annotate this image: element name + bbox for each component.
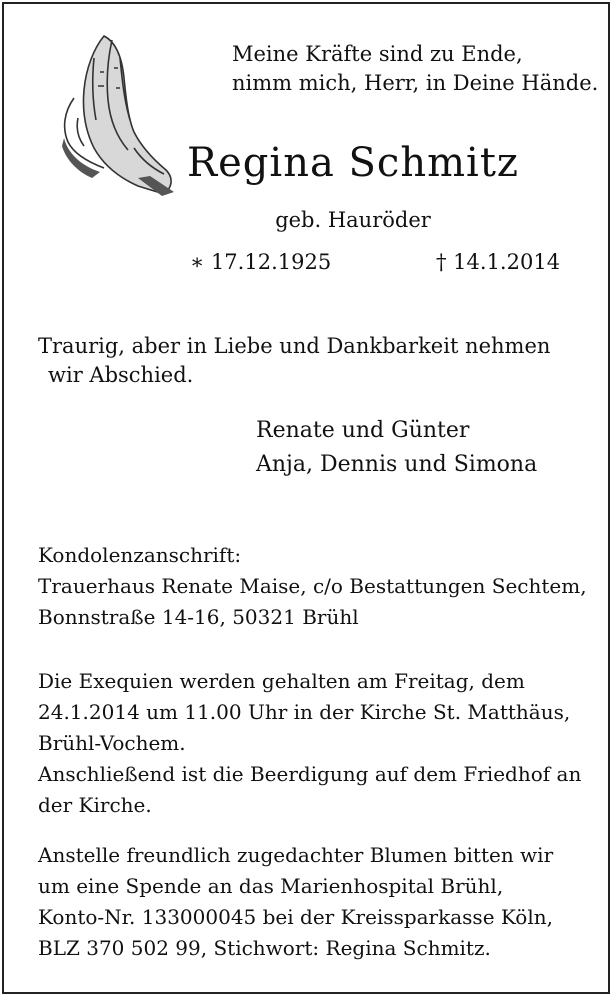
mourning-text	[38, 332, 578, 390]
mourning-line: Traurig, aber in Liebe und Dankbarkeit nehmen	[38, 334, 551, 358]
exequies-line: Brühl-Vochem.	[38, 731, 186, 755]
exequies-line: Anschließend ist die Beerdigung auf dem Friedhof an	[38, 762, 582, 786]
motto-line: nimm mich, Herr, in Deine Hände.	[232, 71, 599, 95]
condolence-line: Kondolenzanschrift:	[38, 543, 242, 567]
birth-date: ∗ 17.12.1925	[190, 250, 332, 274]
condolence-line: Trauerhaus Renate Maise, c/o Bestattungen Sechtem,	[38, 574, 587, 598]
exequies-line: 24.1.2014 um 11.00 Uhr in der Kirche St. Matthäus,	[38, 700, 571, 724]
donation-line: Anstelle freundlich zugedachter Blumen bitten wir	[38, 843, 554, 867]
donation-line: Konto-Nr. 133000045 bei der Kreissparkasse Köln,	[38, 905, 553, 929]
exequies-line: der Kirche.	[38, 793, 152, 817]
mourners	[256, 414, 537, 482]
mourner-line: Renate und Günter	[256, 418, 470, 443]
exequies-line: Die Exequien werden gehalten am Freitag, dem	[38, 669, 525, 693]
donation-line: um eine Spende an das Marienhospital Brühl,	[38, 874, 504, 898]
mourner-line: Anja, Dennis und Simona	[256, 452, 538, 477]
condolence-address	[38, 540, 587, 633]
deceased-name: Regina Schmitz	[187, 140, 519, 186]
death-date: † 14.1.2014	[436, 250, 561, 274]
exequies-info	[38, 666, 582, 821]
donation-line: BLZ 370 502 99, Stichwort: Regina Schmitz.	[38, 936, 491, 960]
condolence-line: Bonnstraße 14-16, 50321 Brühl	[38, 605, 359, 629]
motto-line: Meine Kräfte sind zu Ende,	[232, 42, 523, 66]
donation-info	[38, 840, 578, 964]
mourning-line: wir Abschied.	[48, 363, 194, 387]
birth-name: geb. Hauröder	[275, 208, 431, 232]
motto	[232, 40, 598, 98]
